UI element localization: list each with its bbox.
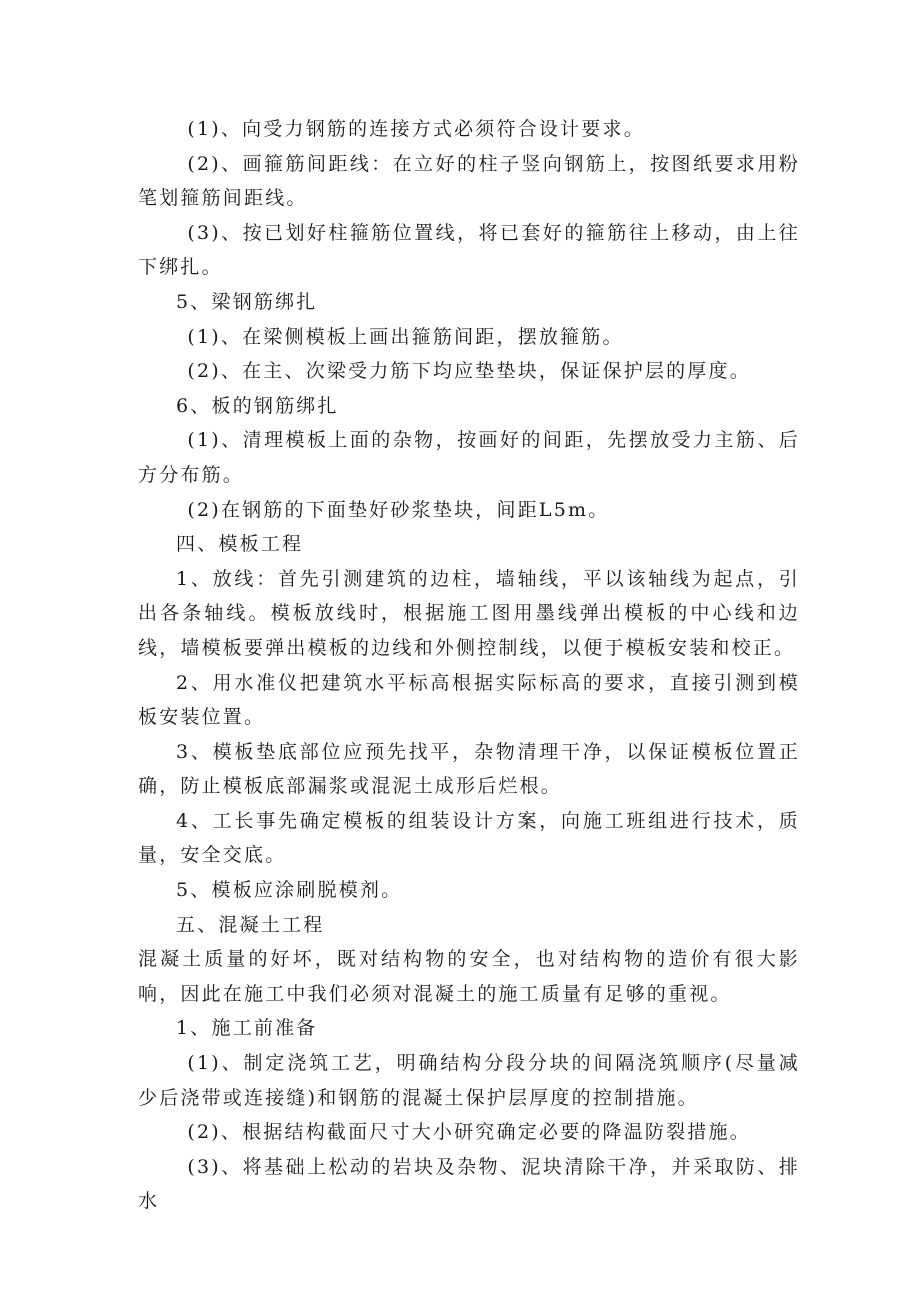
paragraph: 5、模板应涂刷脱模剂。	[176, 879, 403, 902]
section-heading: 1、施工前准备	[176, 1017, 318, 1040]
document-body	[138, 112, 800, 1219]
paragraph: (1)、向受力钢筋的连接方式必须符合设计要求。	[187, 118, 645, 140]
paragraph: 2、用水准仪把建筑水平标高根据实际标高的要求，直接引测到模板安装位置。	[138, 671, 800, 729]
paragraph: (1)、清理模板上面的杂物，按画好的间距，先摆放受力主筋、后方分布筋。	[138, 429, 800, 486]
paragraph: 3、模板垫底部位应预先找平，杂物清理干净，以保证模板位置正确，防止模板底部漏浆或混泥土成形后烂根。	[138, 740, 800, 798]
paragraph: (3)、将基础上松动的岩块及杂物、泥块清除干净，并采取防、排水	[138, 1155, 800, 1213]
paragraph: 混凝土质量的好坏，既对结构物的安全，也对结构物的造价有很大影响，因此在施工中我们必须对混凝土的施工质量有足够的重视。	[138, 948, 800, 1005]
chapter-heading: 四、模板工程	[176, 533, 304, 556]
section-heading: 6、板的钢筋绑扎	[176, 394, 339, 417]
section-heading: 5、梁钢筋绑扎	[176, 290, 318, 313]
paragraph: (2)、画箍筋间距线：在立好的柱子竖向钢筋上，按图纸要求用粉笔划箍筋间距线。	[138, 152, 800, 210]
paragraph: (2)、在主、次梁受力筋下均应垫垫块，保证保护层的厚度。	[187, 360, 751, 383]
paragraph: (1)、制定浇筑工艺，明确结构分段分块的间隔浇筑顺序(尽量减少后浇带或连接缝)和钢筋的混凝土保护层厚度的控制措施。	[138, 1052, 800, 1109]
chapter-heading: 五、混凝土工程	[176, 913, 325, 936]
paragraph: (3)、按已划好柱箍筋位置线，将已套好的箍筋往上移动，由上往下绑扎。	[138, 221, 800, 279]
paragraph: 1、放线：首先引测建筑的边柱，墙轴线，平以该轴线为起点，引出各条轴线。模板放线时，根据施工图用墨线弹出模板的中心线和边线，墙模板要弹出模板的边线和外侧控制线，以便于模板安装和校正。	[138, 567, 800, 659]
paragraph: (2)在钢筋的下面垫好砂浆垫块，间距L5m。	[187, 498, 610, 521]
paragraph: 4、工长事先确定模板的组装设计方案，向施工班组进行技术，质量，安全交底。	[138, 809, 800, 867]
paragraph: (2)、根据结构截面尺寸大小研究确定必要的降温防裂措施。	[187, 1121, 751, 1144]
paragraph: (1)、在梁侧模板上画出箍筋间距，摆放箍筋。	[187, 325, 624, 348]
